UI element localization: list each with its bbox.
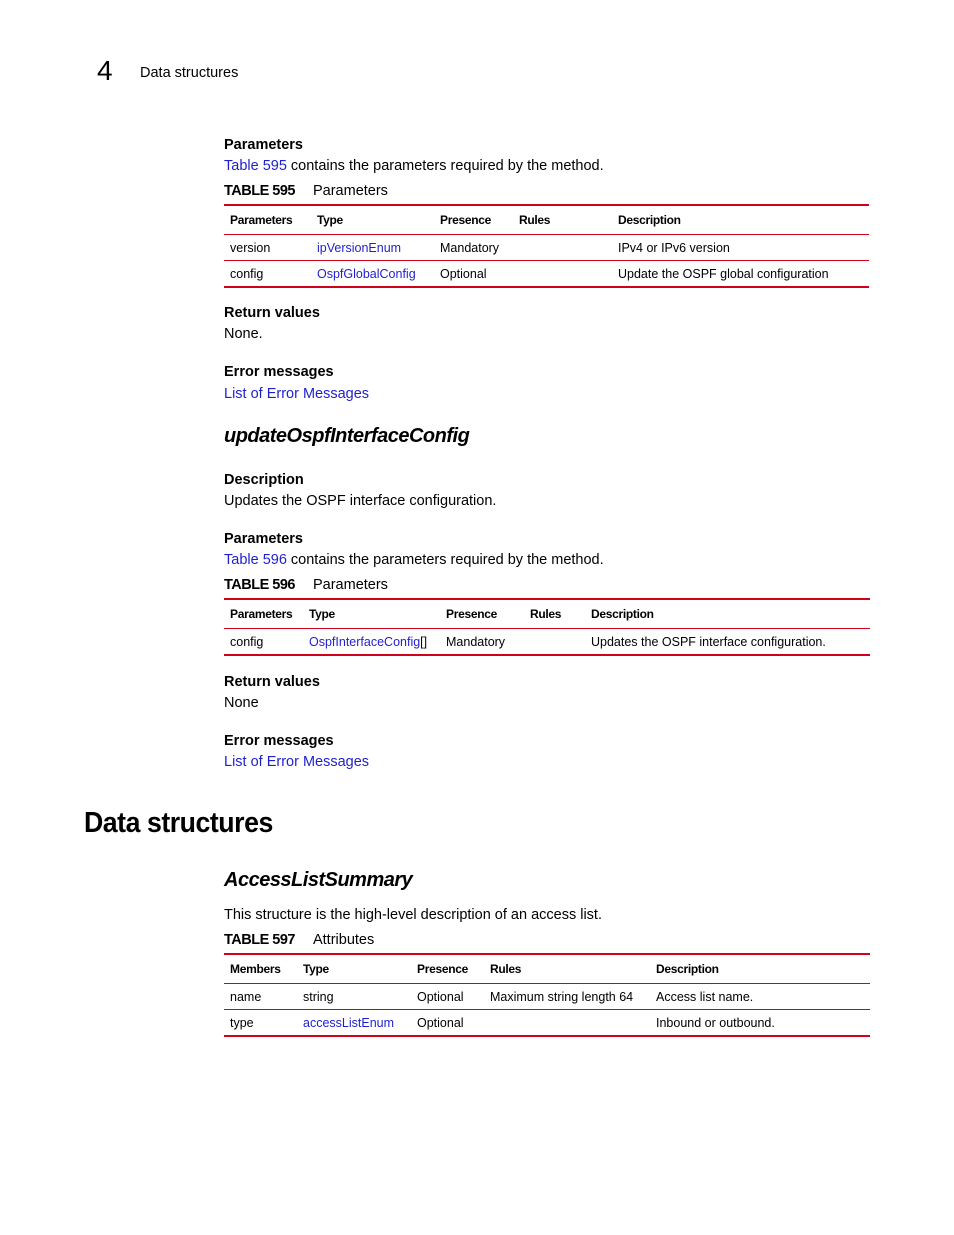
cell-description: Updates the OSPF interface configuration. — [585, 629, 870, 656]
table-row — [224, 629, 870, 656]
return-values-text: None. — [224, 326, 263, 342]
parameters-table-596 — [224, 598, 870, 656]
cell-type-link[interactable]: accessListEnum — [297, 1010, 411, 1037]
type-array-suffix: [] — [420, 634, 428, 649]
column-header: Presence — [440, 599, 524, 629]
table-595-caption — [224, 182, 388, 200]
table-header-row — [224, 599, 870, 629]
column-header: Presence — [411, 954, 484, 984]
table-row — [224, 1010, 870, 1037]
parameters-intro-text: contains the parameters required by the method. — [286, 158, 604, 174]
cell-type: string — [297, 984, 411, 1010]
column-header: Description — [612, 205, 869, 235]
parameters-intro — [224, 551, 604, 569]
table-596-link[interactable]: Table 596 — [224, 552, 287, 568]
column-header: Description — [585, 599, 870, 629]
cell-type-link[interactable]: OspfGlobalConfig — [311, 261, 434, 288]
cell-presence: Mandatory — [440, 629, 524, 656]
return-values-text: None — [224, 695, 259, 711]
cell-description: IPv4 or IPv6 version — [612, 235, 869, 261]
cell-description: Inbound or outbound. — [650, 1010, 870, 1037]
column-header: Presence — [434, 205, 513, 235]
column-header: Rules — [524, 599, 585, 629]
table-595-link[interactable]: Table 595 — [224, 158, 287, 174]
return-values-heading: Return values — [224, 674, 320, 690]
structure-title: AccessListSummary — [224, 869, 413, 891]
cell-rules — [524, 629, 585, 656]
column-header: Rules — [484, 954, 650, 984]
cell-presence: Optional — [411, 1010, 484, 1037]
table-row — [224, 261, 869, 288]
table-596-caption — [224, 576, 388, 594]
cell-type — [303, 629, 440, 656]
cell-rules — [513, 261, 612, 288]
table-caption-text: Parameters — [312, 183, 388, 199]
cell-parameter: config — [224, 629, 303, 656]
column-header: Rules — [513, 205, 612, 235]
running-header-title: Data structures — [140, 65, 239, 81]
error-messages-link[interactable]: List of Error Messages — [224, 754, 370, 770]
table-number: TABLE 596 — [224, 577, 295, 593]
cell-type-link[interactable]: ipVersionEnum — [311, 235, 434, 261]
column-header: Description — [650, 954, 870, 984]
column-header: Parameters — [224, 599, 303, 629]
cell-rules — [513, 235, 612, 261]
column-header: Type — [303, 599, 440, 629]
cell-description: Update the OSPF global configuration — [612, 261, 869, 288]
parameters-heading: Parameters — [224, 137, 303, 153]
table-597-caption — [224, 931, 374, 949]
description-heading: Description — [224, 472, 304, 488]
attributes-table-597 — [224, 953, 870, 1037]
method-title: updateOspfInterfaceConfig — [224, 425, 470, 447]
table-caption-text: Attributes — [312, 932, 375, 948]
cell-parameter: config — [224, 261, 311, 288]
parameters-intro — [224, 157, 604, 175]
cell-member: name — [224, 984, 297, 1010]
parameters-table-595 — [224, 204, 869, 288]
column-header: Type — [311, 205, 434, 235]
table-header-row — [224, 205, 869, 235]
table-row — [224, 235, 869, 261]
cell-rules — [484, 1010, 650, 1037]
error-messages-heading: Error messages — [224, 733, 334, 749]
table-header-row — [224, 954, 870, 984]
cell-member: type — [224, 1010, 297, 1037]
table-caption-text: Parameters — [312, 577, 388, 593]
table-number: TABLE 597 — [224, 932, 295, 948]
table-row — [224, 984, 870, 1010]
error-messages-heading: Error messages — [224, 364, 334, 380]
cell-presence: Optional — [434, 261, 513, 288]
cell-description: Access list name. — [650, 984, 870, 1010]
column-header: Parameters — [224, 205, 311, 235]
structure-description: This structure is the high-level description of an access list. — [224, 907, 602, 923]
cell-presence: Mandatory — [434, 235, 513, 261]
cell-rules: Maximum string length 64 — [484, 984, 650, 1010]
return-values-heading: Return values — [224, 305, 320, 321]
error-messages-link[interactable]: List of Error Messages — [224, 386, 370, 402]
section-title: Data structures — [84, 807, 273, 839]
table-number: TABLE 595 — [224, 183, 295, 199]
parameters-intro-text: contains the parameters required by the method. — [286, 552, 604, 568]
description-text: Updates the OSPF interface configuration. — [224, 493, 497, 509]
chapter-number: 4 — [97, 55, 113, 86]
parameters-heading: Parameters — [224, 531, 303, 547]
cell-presence: Optional — [411, 984, 484, 1010]
column-header: Type — [297, 954, 411, 984]
column-header: Members — [224, 954, 297, 984]
cell-type-link[interactable]: OspfInterfaceConfig — [309, 634, 421, 649]
cell-parameter: version — [224, 235, 311, 261]
